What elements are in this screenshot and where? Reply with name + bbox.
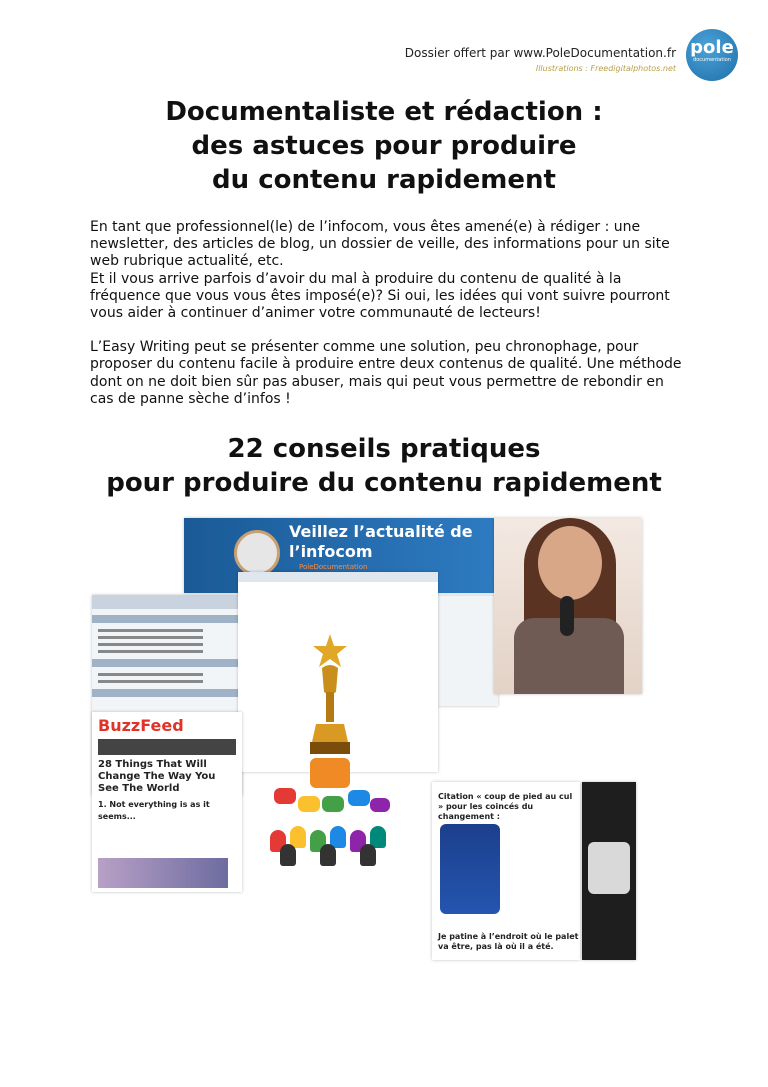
section-title	[0, 432, 768, 500]
section-title-line-1: 22 conseils pratiques	[227, 434, 541, 464]
buzzfeed-headline: 28 Things That Will Change The Way You See The World	[98, 759, 216, 794]
pole-documentation-logo	[686, 29, 738, 81]
blog-post-screenshot	[238, 572, 438, 772]
discussion-people-illustration	[262, 758, 402, 868]
intro-paragraph-3: L’Easy Writing peut se présenter comme une solution, peu chronophage, pour proposer du contenu facile à produire entre deux contenus de qualité. Une méthode dont on ne doit bien sûr pas abuser, mais qui peut vous permettre de rebondir en cas de panne sèche d’infos !	[90, 339, 682, 407]
buzzfeed-screenshot	[92, 712, 242, 892]
intro-paragraph-1: En tant que professionnel(le) de l’infocom, vous êtes amené(e) à rédiger : une newsletter, des articles de blog, un dossier de veille, des informations pour un site web rubrique actualité, etc.	[90, 219, 670, 270]
sidebar-screenshot	[428, 596, 498, 706]
illustrations-credit: Illustrations : Freedigitalphotos.net	[535, 64, 676, 73]
citation-caption: Je patine à l’endroit où le palet va être, pas là où il a été.	[438, 932, 579, 951]
citation-headline: Citation « coup de pied au cul » pour les coincés du changement :	[438, 792, 573, 821]
intro-paragraph-2: Et il vous arrive parfois d’avoir du mal à produire du contenu de qualité à la fréquence que vous vous êtes imposé(e)? Si oui, les idées qui vont suivre pourront vous aider à continuer d’animer votre communauté de lecteurs!	[90, 270, 670, 322]
title-line-2: des astuces pour produire	[191, 131, 577, 161]
woman-microphone-photo	[494, 518, 642, 694]
intro-text	[90, 219, 690, 408]
trophy-icon	[300, 632, 360, 762]
microphone-icon	[560, 596, 574, 636]
author-photo	[588, 842, 630, 894]
hockey-player-photo	[440, 824, 500, 914]
banner-sub: PoleDocumentation	[299, 563, 368, 571]
section-title-line-2: pour produire du contenu rapidement	[106, 468, 662, 498]
header-credit: Dossier offert par www.PoleDocumentation.fr	[404, 46, 676, 60]
logo-main-text: pole	[690, 37, 734, 58]
page-title	[0, 95, 768, 197]
title-line-3: du contenu rapidement	[212, 165, 556, 195]
citation-screenshot	[432, 782, 580, 960]
banner-line-1: Veillez l’actualité de	[289, 522, 473, 541]
author-sidebar	[582, 782, 636, 960]
banner-line-2: l’infocom	[289, 542, 373, 561]
buzzfeed-item: 1. Not everything is as it seems...	[98, 800, 210, 821]
rss-icon	[234, 530, 280, 576]
logo-sub-text: documentation	[693, 57, 731, 63]
buzzfeed-logo: BuzzFeed	[98, 716, 184, 735]
title-line-1: Documentaliste et rédaction :	[165, 97, 603, 127]
